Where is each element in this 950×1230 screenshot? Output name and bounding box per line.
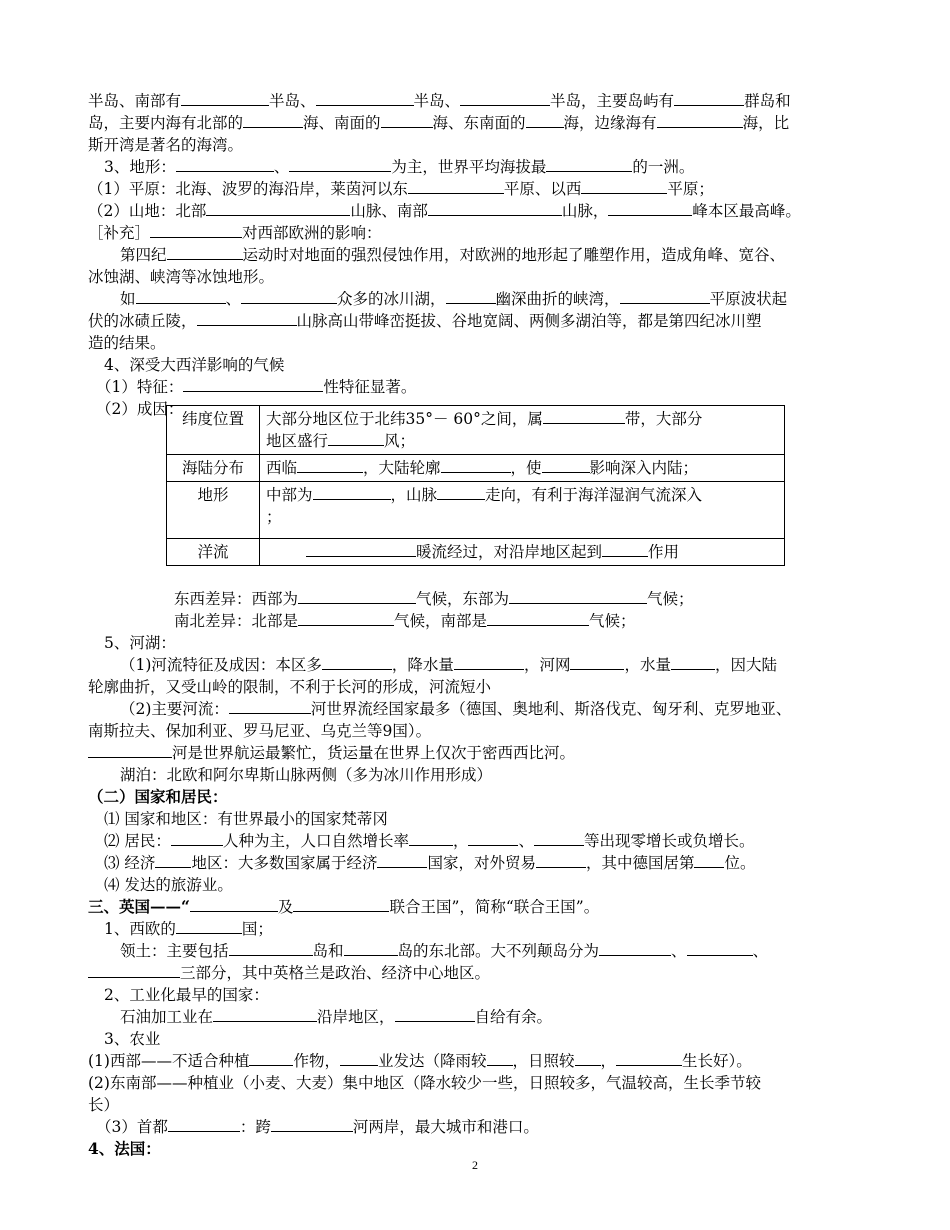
answer-blank[interactable] — [206, 200, 350, 216]
answer-blank[interactable] — [487, 1050, 513, 1066]
text-line: ⑴ 国家和地区：有世界最小的国家梵蒂冈 — [104, 810, 388, 828]
answer-blank[interactable] — [526, 112, 564, 128]
answer-blank[interactable] — [581, 178, 667, 194]
answer-blank[interactable] — [460, 90, 550, 106]
row-label: 洋流 — [167, 539, 260, 566]
answer-blank[interactable] — [437, 484, 485, 500]
text-line: 第四纪 运动时对地面的强烈侵蚀作用，对欧洲的地形起了雕塑作用，造成角峰、宽谷、 — [120, 246, 786, 264]
answer-blank[interactable] — [344, 940, 398, 956]
answer-blank[interactable] — [271, 1116, 353, 1132]
page-number: 2 — [472, 1158, 478, 1172]
text-line: 造的结果。 — [88, 334, 166, 352]
text-line: 领土：主要包括 岛和 岛的东北部。大不列颠岛分为 、 、 — [120, 942, 769, 960]
text-line: 三部分，其中英格兰是政治、经济中心地区。 — [88, 962, 490, 984]
answer-blank[interactable] — [176, 918, 242, 934]
text-line: （3）首都 ：跨 河两岸，最大城市和港口。 — [96, 1118, 539, 1136]
answer-blank[interactable] — [446, 288, 496, 304]
row-label: 海陆分布 — [167, 455, 260, 482]
text-line: 东西差异：西部为 气候，东部为 气候； — [174, 590, 694, 608]
answer-blank[interactable] — [570, 654, 624, 670]
text-line: 石油加工业在 沿岸地区， 自给有余。 — [120, 1008, 553, 1026]
answer-blank[interactable] — [150, 222, 242, 238]
answer-blank[interactable] — [536, 852, 586, 868]
answer-blank[interactable] — [183, 376, 323, 392]
answer-blank[interactable] — [88, 742, 172, 758]
answer-blank[interactable] — [687, 940, 753, 956]
answer-blank[interactable] — [487, 610, 589, 626]
answer-blank[interactable] — [599, 940, 671, 956]
text-line: （2）山地：北部 山脉、南部 山脉， 峰本区最高峰。 — [88, 202, 801, 220]
answer-blank[interactable] — [534, 830, 584, 846]
answer-blank[interactable] — [313, 484, 391, 500]
answer-blank[interactable] — [620, 288, 710, 304]
text-line: (1)西部——不适合种植 作物， 业发达（降雨较 ，日照较 ， 生长好）。 — [88, 1052, 752, 1070]
table-row — [167, 482, 785, 539]
text-line: 1、西欧的 国； — [104, 920, 273, 938]
answer-blank[interactable] — [543, 408, 625, 424]
text-line: 伏的冰碛丘陵， 山脉高山带峰峦挺拔、谷地宽阔、两侧多湖泊等，都是第四纪冰川塑 — [88, 312, 762, 330]
answer-blank[interactable] — [509, 588, 647, 604]
answer-blank[interactable] — [181, 90, 269, 106]
answer-blank[interactable] — [408, 178, 504, 194]
answer-blank[interactable] — [241, 288, 337, 304]
answer-blank[interactable] — [289, 156, 391, 172]
answer-blank[interactable] — [616, 1050, 682, 1066]
france-heading: 4、法国： — [88, 1139, 161, 1158]
answer-blank[interactable] — [167, 244, 243, 260]
row-content: 暖流经过，对沿岸地区起到 作用 — [260, 539, 785, 566]
answer-blank[interactable] — [213, 1006, 317, 1022]
rivers-heading: 5、河湖： — [104, 634, 176, 652]
text-line: ［补充］ 对西部欧洲的影响： — [88, 224, 382, 242]
answer-blank[interactable] — [243, 112, 303, 128]
answer-blank[interactable] — [542, 457, 590, 473]
answer-blank[interactable] — [340, 1050, 378, 1066]
answer-blank[interactable] — [293, 896, 389, 912]
terrain-heading: 3、地形： 、 为主，世界平均海拔最 的一洲。 — [104, 158, 695, 176]
text-line: （1）平原：北海、波罗的海沿岸，莱茵河以东 平原、以西 平原； — [88, 180, 714, 198]
text-line: （1）特征： 性特征显著。 — [96, 378, 417, 396]
row-content: 大部分地区位于北纬35°－ 60°之间，属 带，大部分 地区盛行 风； — [260, 406, 785, 455]
answer-blank[interactable] — [229, 698, 311, 714]
answer-blank[interactable] — [171, 830, 223, 846]
answer-blank[interactable] — [468, 830, 518, 846]
answer-blank[interactable] — [694, 852, 724, 868]
row-label: 纬度位置 — [167, 406, 260, 455]
text-line: ⑶ 经济 地区：大多数国家属于经济 国家，对外贸易 ，其中德国居第 位。 — [104, 854, 756, 872]
text-line: 3、农业 — [104, 1030, 161, 1048]
text-line: （1)河流特征及成因：本区多 ，降水量 ，河网 ，水量 ，因大陆 — [120, 656, 777, 674]
answer-blank[interactable] — [454, 654, 524, 670]
text-line: 斯开湾是著名的海湾。 — [88, 136, 244, 154]
answer-blank[interactable] — [249, 1050, 293, 1066]
answer-blank[interactable] — [575, 1050, 601, 1066]
row-label: 地形 — [167, 482, 260, 539]
table-row — [167, 455, 785, 482]
answer-blank[interactable] — [395, 1006, 475, 1022]
text-line: 如 、 众多的冰川湖， 幽深曲折的峡湾， 平原波状起 — [120, 290, 788, 308]
text-line: 长） — [88, 1096, 120, 1114]
text-line: 岛，主要内海有北部的 海、南面的 海、东南面的 海，边缘海有 海，比 — [88, 114, 790, 132]
text-line: ⑷ 发达的旅游业。 — [104, 876, 233, 894]
climate-heading: 4、深受大西洋影响的气候 — [104, 356, 285, 374]
answer-blank[interactable] — [297, 457, 363, 473]
answer-blank[interactable] — [602, 541, 648, 557]
answer-blank[interactable] — [190, 896, 278, 912]
answer-blank[interactable] — [428, 200, 562, 216]
uk-heading: 三、英国——“ 及 联合王国”，简称“联合王国”。 — [88, 897, 600, 916]
table-row — [167, 539, 785, 566]
answer-blank[interactable] — [168, 1116, 240, 1132]
answer-blank[interactable] — [88, 962, 180, 978]
answer-blank[interactable] — [316, 90, 414, 106]
answer-blank[interactable] — [377, 852, 427, 868]
text-line: （2）成因： — [96, 400, 184, 418]
text-line: (2)东南部——种植业（小麦、大麦）集中地区（降水较少一些，日照较多，气温较高，生长季节较 — [88, 1074, 761, 1092]
text-line: 河是世界航运最繁忙，货运量在世界上仅次于密西西比河。 — [88, 742, 575, 764]
answer-blank[interactable] — [136, 288, 226, 304]
text-line: 2、工业化最早的国家： — [104, 986, 269, 1004]
text-line: 南斯拉夫、保加利亚、罗马尼亚、乌克兰等9国）。 — [88, 722, 432, 740]
table-row — [167, 406, 785, 455]
answer-blank[interactable] — [674, 90, 744, 106]
answer-blank[interactable] — [657, 112, 743, 128]
answer-blank[interactable] — [608, 200, 692, 216]
answer-blank[interactable] — [176, 156, 274, 172]
answer-blank[interactable] — [328, 430, 384, 446]
section-heading: （二）国家和居民： — [88, 787, 228, 806]
answer-blank[interactable] — [322, 654, 392, 670]
climate-cause-table — [166, 405, 785, 566]
answer-blank[interactable] — [546, 156, 632, 172]
answer-blank[interactable] — [306, 541, 416, 557]
text-line: 半岛、南部有 半岛、 半岛、 半岛，主要岛屿有 群岛和 — [88, 92, 791, 110]
answer-blank[interactable] — [155, 852, 191, 868]
text-line: （2)主要河流： 河世界流经国家最多（德国、奥地利、斯洛伐克、匈牙利、克罗地亚、 — [120, 700, 792, 718]
answer-blank[interactable] — [197, 310, 297, 326]
answer-blank[interactable] — [381, 112, 433, 128]
answer-blank[interactable] — [229, 940, 313, 956]
row-content: 中部为 ，山脉 走向，有利于海洋湿润气流深入 ； — [260, 482, 785, 539]
answer-blank[interactable] — [409, 830, 453, 846]
text-line: 湖泊：北欧和阿尔卑斯山脉两侧（多为冰川作用形成） — [120, 766, 493, 784]
text-line: 轮廓曲折，又受山岭的限制，不利于长河的形成，河流短小 — [88, 678, 492, 696]
text-line: 南北差异：北部是 气候，南部是 气候； — [174, 612, 636, 630]
text-line: ⑵ 居民： 人种为主，人口自然增长率 ， 、 等出现零增长或负增长。 — [104, 832, 755, 850]
row-content: 西临 ，大陆轮廓 ，使 影响深入内陆； — [260, 455, 785, 482]
answer-blank[interactable] — [298, 610, 394, 626]
text-line: 冰蚀湖、峡湾等冰蚀地形。 — [88, 268, 275, 286]
answer-blank[interactable] — [298, 588, 416, 604]
answer-blank[interactable] — [671, 654, 715, 670]
answer-blank[interactable] — [441, 457, 511, 473]
